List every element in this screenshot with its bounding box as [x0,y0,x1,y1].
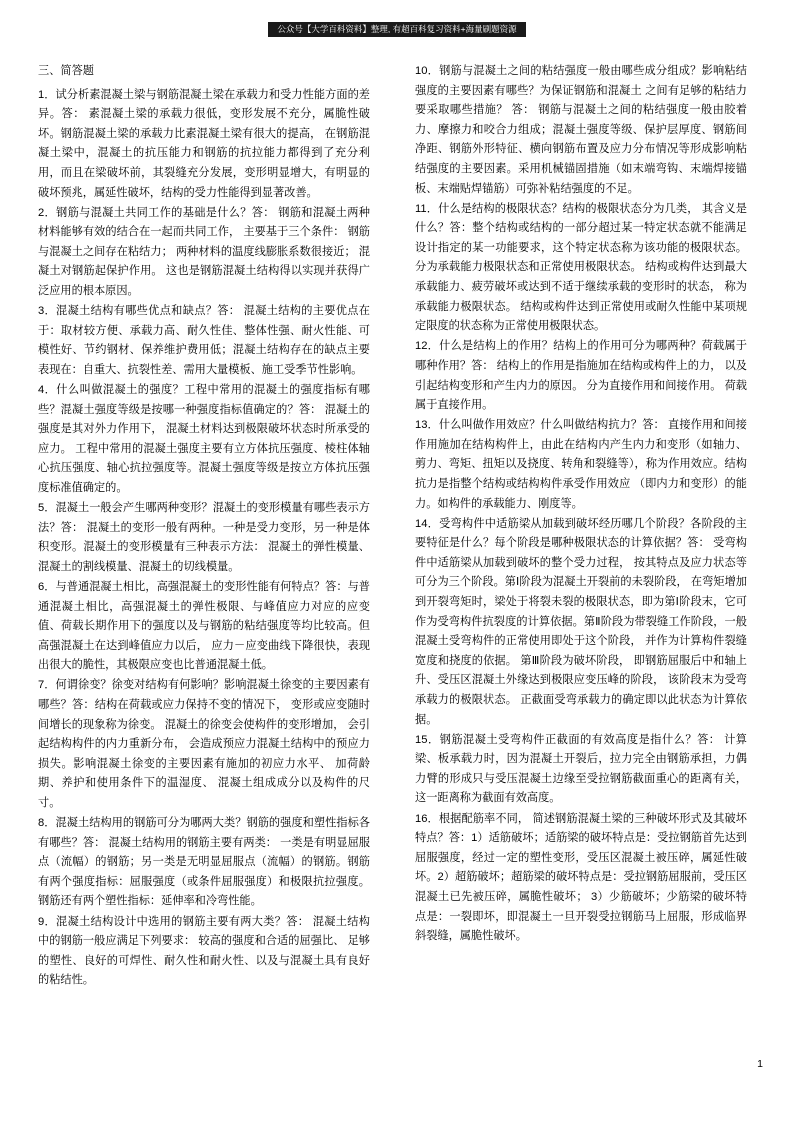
qa-item: 2．钢筋与混凝土共同工作的基础是什么？答： 钢筋和混凝土两种材料能够有效的结合在一起而共同工作， 主要基于三个条件： 钢筋与混凝土之间存在粘结力； 两种材料的温度线膨胀系数很接近； 混凝土对钢筋起保护作用。 这也是钢筋混凝土结构得以实现并获得广泛应用的根本原因。 [38,206,370,298]
qa-item: 8．混凝土结构用的钢筋可分为哪两大类？钢筋的强度和塑性指标各有哪些？答： 混凝土结构用的钢筋主要有两类： 一类是有明显屈服点（流幅）的钢筋；另一类是无明显屈服点（流幅）的钢筋。钢筋有两个强度指标：屈服强度（或条件屈服强度）和极限抗拉强度。钢筋还有两个塑性指标：延伸率和冷弯性能。 [38,817,370,908]
qa-item: 7．何谓徐变？徐变对结构有何影响？影响混凝土徐变的主要因素有哪些？答：结构在荷载或应力保持不变的情况下， 变形或应变随时间增长的现象称为徐变。 混凝土的徐变会使构件的变形增加， 会引起结构构件的内力重新分布， 会造成预应力混凝土结构中的预应力损失。影响混凝土徐变的主要因素有施加的初应力水平、 加荷龄期、养护和使用条件下的温湿度、 混凝土组成成分以及构件的尺寸。 [38,679,370,809]
qa-item: 14．受弯构件中适筋梁从加载到破坏经历哪几个阶段？各阶段的主要特征是什么？每个阶段是哪种极限状态的计算依据？答： 受弯构件中适筋梁从加载到破坏的整个受力过程， 按其特点及应力状态等可分为三个阶段。第Ⅰ阶段为混凝土开裂前的未裂阶段， 在弯矩增加到开裂弯矩时，梁处于将裂未裂的极限状态，即为第Ⅰ阶段末，它可作为受弯构件抗裂度的计算依据。第Ⅱ阶段为带裂缝工作阶段，一般混凝土受弯构件的正常使用即处于这个阶段， 并作为计算构件裂缝宽度和挠度的依据。 第Ⅲ阶段为破坏阶段， 即钢筋屈服后中和轴上升、受压区混凝土外缘达到极限应变压峰的阶段， 该阶段末为受弯承载力的极限状态。 正截面受弯承载力的确定即以此状态为计算依据。 [415,517,747,726]
qa-item: 11．什么是结构的极限状态？结构的极限状态分为几类， 其含义是什么？答：整个结构或结构的一部分超过某一特定状态就不能满足设计指定的某一功能要求，这个特定状态称为该功能的极限状态。分为承载能力极限状态和正常使用极限状态。 结构或构件达到最大承载能力、疲劳破坏或达到不适于继续承载的变形时的状态， 称为承载能力极限状态。 结构或构件达到正常使用或耐久性能中某项规定限度的状态称为正常使用极限状态。 [415,202,747,333]
qa-item: 15．钢筋混凝土受弯构件正截面的有效高度是指什么？答： 计算梁、板承载力时，因为混凝土开裂后，拉力完全由钢筋承担，力偶力臂的形成只与受压混凝土边缘至受拉钢筋截面重心的距离有关， 这一距离称为截面有效高度。 [415,733,747,805]
page-number: 1 [757,1058,763,1070]
qa-item: 3．混凝土结构有哪些优点和缺点？答： 混凝土结构的主要优点在于：取材较方便、承载力高、耐久性佳、整体性强、耐火性能、可模性好、节约钢材、保养维护费用低；混凝土结构存在的缺点主要表现在：自重大、抗裂性差、需用大量模板、施工受季节性影响。 [38,305,370,376]
qa-item: 16．根据配筋率不同， 简述钢筋混凝土梁的三种破坏形式及其破坏特点？答：1）适筋破坏；适筋梁的破坏特点是：受拉钢筋首先达到屈服强度，经过一定的塑性变形，受压区混凝土被压碎，属延性破坏。2）超筋破坏；超筋梁的破坏特点是：受拉钢筋屈服前，受压区混凝土已先被压碎，属脆性破坏； 3）少筋破坏；少筋梁的破坏特点是：一裂即坏，即混凝土一旦开裂受拉钢筋马上屈服，形成临界斜裂缝，属脆性破坏。 [415,812,747,943]
qa-item: 6．与普通混凝土相比，高强混凝土的变形性能有何特点？答：与普通混凝土相比，高强混凝土的弹性极限、与峰值应力对应的应变值、荷载长期作用下的强度以及与钢筋的粘结强度等均比较高。但高强混凝土在达到峰值应力以后， 应力－应变曲线下降很快，表现出很大的脆性，其极限应变也比普通混凝土低。 [38,580,370,672]
left-column [38,62,370,991]
qa-item: 4．什么叫做混凝土的强度？工程中常用的混凝土的强度指标有哪些？混凝土强度等级是按哪一种强度指标值确定的？答： 混凝土的强度是其对外力作用下， 混凝土材料达到极限破坏状态时所承受的应力。 工程中常用的混凝土强度主要有立方体抗压强度、棱柱体轴心抗压强度、轴心抗拉强度等。混凝土强度等级是按立方体抗压强度标准值确定的。 [38,384,370,494]
section-title: 三、简答题 [38,65,94,77]
qa-item: 1．试分析素混凝土梁与钢筋混凝土梁在承载力和受力性能方面的差异。答： 素混凝土梁的承载力很低，变形发展不充分，属脆性破坏。钢筋混凝土梁的承载力比素混凝土梁有很大的提高， 在钢筋混凝土梁中，混凝土的抗压能力和钢筋的抗拉能力都得到了充分利用，而且在梁破坏前，其裂缝充分发展，变形明显增大，有明显的破坏预兆，属延性破坏，结构的受力性能得到显著改善。 [38,88,370,199]
qa-item: 9．混凝土结构设计中选用的钢筋主要有两大类？答： 混凝土结构中的钢筋一般应满足下列要求： 较高的强度和合适的屈强比、 足够的塑性、良好的可焊性、耐久性和耐火性、以及与混凝土具有良好的粘结性。 [38,915,370,987]
qa-item: 12．什么是结构上的作用？结构上的作用可分为哪两种？荷载属于哪种作用？答： 结构上的作用是指施加在结构或构件上的力， 以及引起结构变形和产生内力的原因。 分为直接作用和间接作用。 荷载属于直接作用。 [415,340,747,412]
right-column [415,62,747,947]
qa-item: 10．钢筋与混凝土之间的粘结强度一般由哪些成分组成？影响粘结强度的主要因素有哪些？为保证钢筋和混凝土 之间有足够的粘结力要采取哪些措施？ 答： 钢筋与混凝土之间的粘结强度一般由胶着力、摩擦力和咬合力组成；混凝土强度等级、保护层厚度、钢筋间净距、钢筋外形特征、横向钢筋布置及应力分布情况等形成影响粘结强度的主要因素。采用机械锚固措施（如末端弯钩、末端焊接锚板、末端贴焊锚筋）可弥补粘结强度的不足。 [415,65,747,195]
qa-item: 5．混凝土一般会产生哪两种变形？混凝土的变形模量有哪些表示方法？答： 混凝土的变形一般有两种。一种是受力变形，另一种是体积变形。混凝土的变形模量有三种表示方法： 混凝土的弹性模量、混凝土的割线模量、混凝土的切线模量。 [38,502,370,573]
watermark-banner: 公众号【大学百科资料】整理, 有超百科复习资料+海量刷题资源 [268,22,526,37]
two-column-body [0,62,793,1062]
qa-item: 13．什么叫做作用效应？什么叫做结构抗力？答： 直接作用和间接作用施加在结构构件上，由此在结构内产生内力和变形（如轴力、剪力、弯矩、扭矩以及挠度、转角和裂缝等），称为作用效应。结构抗力是指整个结构或结构构件承受作用效应 （即内力和变形）的能力。如构件的承载能力、刚度等。 [415,419,747,510]
